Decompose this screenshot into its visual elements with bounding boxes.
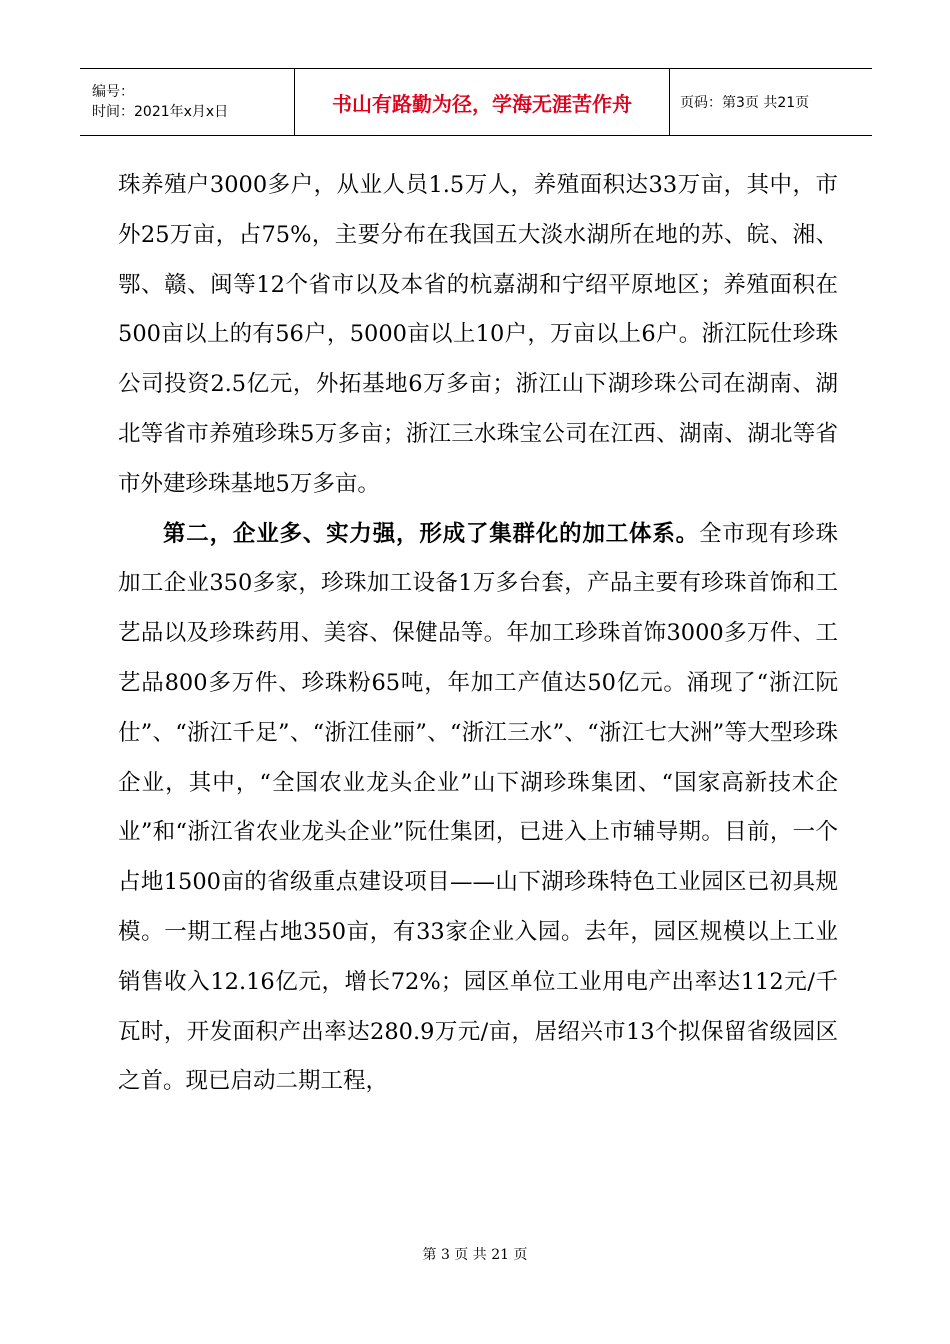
header-page-info: 页码：第3页 共21页 [670, 69, 873, 136]
paragraph-1: 珠养殖户3000多户，从业人员1.5万人，养殖面积达33万亩，其中，市外25万亩，占75%，主要分布在我国五大淡水湖所在地的苏、皖、湘、鄂、赣、闽等12个省市以及本省的杭嘉湖和宁绍平原地区；养殖面积在500亩以上的有56户，5000亩以上10户，万亩以上6户。浙江阮仕珍珠公司投资2.5亿元，外拓基地6万多亩；浙江山下湖珍珠公司在湖南、湖北等省市养殖珍珠5万多亩；浙江三水珠宝公司在江西、湖南、湖北等省市外建珍珠基地5万多亩。 [118, 172, 838, 497]
header-table [80, 68, 872, 136]
paragraph-2 [118, 510, 838, 1108]
header-meta-cell [80, 69, 295, 136]
header-motto: 书山有路勤为径，学海无涯苦作舟 [295, 69, 670, 136]
paragraph-2-text: 全市现有珍珠加工企业350多家，珍珠加工设备1万多台套，产品主要有珍珠首饰和工艺品以及珍珠药用、美容、保健品等。年加工珍珠首饰3000多万件、工艺品800多万件、珍珠粉65吨，年加工产值达50亿元。涌现了“浙江阮仕”、“浙江千足”、“浙江佳丽”、“浙江三水”、“浙江七大洲”等大型珍珠企业，其中，“全国农业龙头企业”山下湖珍珠集团、“国家高新技术企业”和“浙江省农业龙头企业”阮仕集团，已进入上市辅导期。目前，一个占地1500亩的省级重点建设项目——山下湖珍珠特色工业园区已初具规模。一期工程占地350亩，有33家企业入园。去年，园区规模以上工业销售收入12.16亿元，增长72%；园区单位工业用电产出率达112元/千瓦时，开发面积产出率达280.9万元/亩，居绍兴市13个拟保留省级园区之首。现已启动二期工程， [118, 520, 838, 1095]
page-footer: 第 3 页 共 21 页 [422, 1247, 528, 1263]
document-body [118, 161, 838, 1107]
document-time-label: 时间：2021年x月x日 [92, 104, 229, 120]
paragraph-2-heading: 第二，企业多、实力强，形成了集群化的加工体系。 [163, 520, 699, 547]
document-number-label: 编号： [92, 84, 134, 100]
